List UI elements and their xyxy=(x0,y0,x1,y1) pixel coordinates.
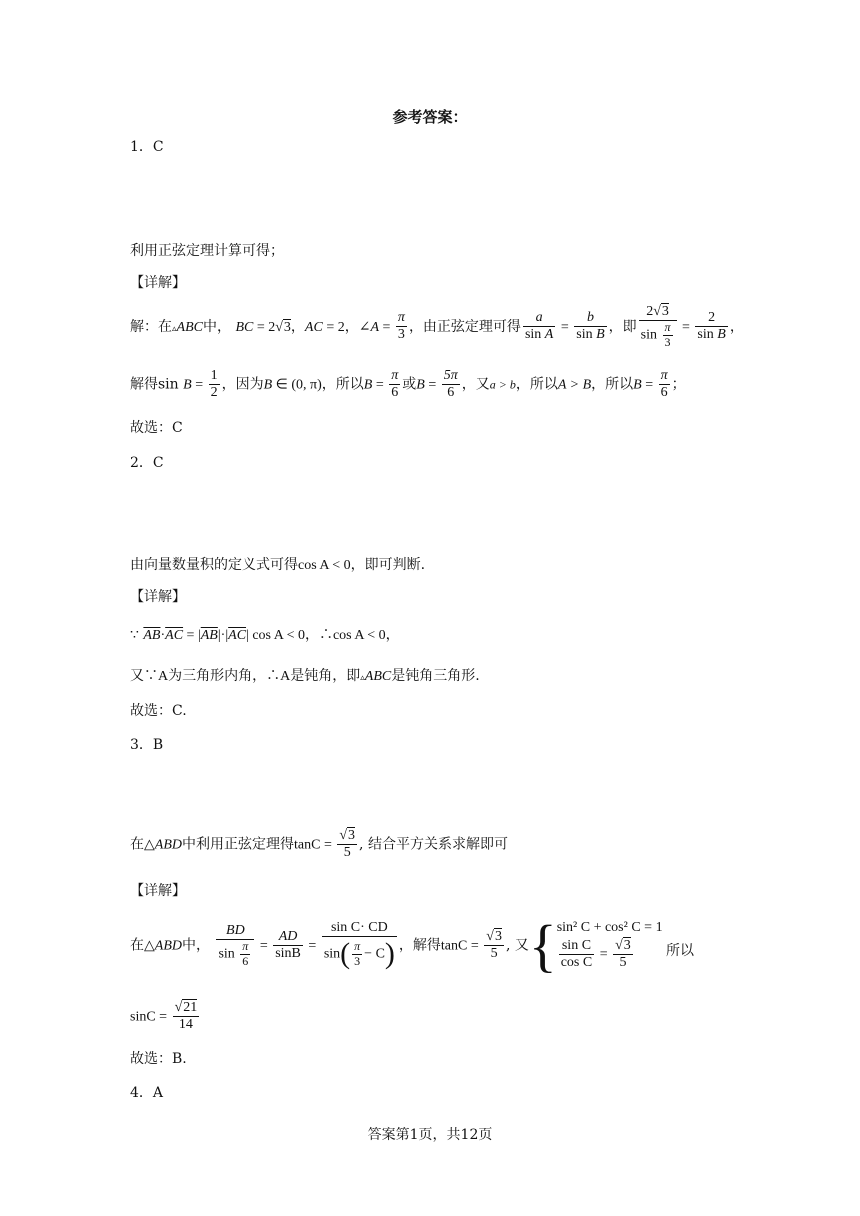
q3-result: sinC = $\frac{√21}{14}$ xyxy=(130,1000,198,1033)
q2-solution-line2: 又∵A为三角形内角，∴A是钝角，即▵ABC是钝角三角形. xyxy=(130,668,480,684)
fraction: $\frac{5\pi}{6}$ xyxy=(443,368,458,401)
q3-choice: 故选：B. xyxy=(130,1051,187,1067)
q3-solution-line1: 在△ABD中， BD sin $\frac{\pi}{6}$ = $\frac{AD}{\sin B}$ = sin C· CD sin( $\frac{\pi}{3}$ − C) ，解得tanC = $\frac{√3}{5}$ , 又{ sin² C + cos² C = 1 $\frac{\text{sin C}}{\text{cos C}}$ = $\frac{√3}{5}$ xyxy=(130,913,663,978)
q2-choice: 故选：C. xyxy=(130,703,187,719)
q1-solution-line1: 解：在▵ABC中， BC = 2√3，AC = 2，∠A = $\frac{\pi}{3}$ ，由正弦定理可得 $\frac{a}{\text{sin A}}$ = $\frac{b}{\text{sin B}}$ ，即 2√3 sin $\frac{\pi}{3}$ = $\frac{2}{\text{sin B}}$ ， xyxy=(130,304,744,349)
q1-hint: 利用正弦定理计算可得； xyxy=(130,243,284,259)
fraction: $\frac{\text{sin C}}{\text{cos C}}$ xyxy=(560,937,593,970)
q2-solution-line1: ∵ $\overline{AB}\cdot\overline{AC} = |\overline{AB}|\cdot|\overline{AC}|$ cos A < 0，∴cos A < 0， xyxy=(130,627,400,643)
fraction: $\frac{2}{\text{sin B}}$ xyxy=(697,310,726,343)
page-title: 参考答案： xyxy=(392,108,468,126)
q3-answer: 3．B xyxy=(130,737,164,753)
page-footer: 答案第1页，共12页 xyxy=(367,1127,493,1143)
fraction: $\frac{AD}{\sin B}$ xyxy=(275,928,301,961)
fraction: $\frac{√3}{5}$ xyxy=(615,937,631,970)
q4-answer: 4．A xyxy=(130,1085,164,1101)
fraction: sin C· CD sin( $\frac{\pi}{3}$ − C) xyxy=(323,919,395,970)
fraction: BD sin $\frac{\pi}{6}$ xyxy=(216,923,254,969)
q1-choice: 故选：C xyxy=(130,420,183,436)
fraction: $\frac{√21}{14}$ xyxy=(174,1000,198,1033)
fraction: $\frac{1}{2}$ xyxy=(210,368,218,401)
q3-hint: 在△ABD中利用正弦定理得tanC = $\frac{√3}{5}$ , 结合平方关系求解即可 xyxy=(130,828,508,861)
q1-detail-label: 【详解】 xyxy=(130,275,186,291)
fraction: $\frac{√3}{5}$ xyxy=(339,828,356,861)
fraction: 2√3 sin $\frac{\pi}{3}$ xyxy=(639,304,677,350)
fraction: $\frac{a}{\text{sin A}}$ xyxy=(524,310,554,343)
q2-answer: 2．C xyxy=(130,455,164,471)
q1-answer: 1．C xyxy=(130,139,164,155)
fraction: $\frac{\pi}{3}$ xyxy=(397,310,405,343)
fraction: $\frac{b}{\text{sin B}}$ xyxy=(576,310,605,343)
q2-detail-label: 【详解】 xyxy=(130,589,186,605)
fraction: $\frac{\pi}{6}$ xyxy=(660,368,668,401)
q3-suoyi: 所以 xyxy=(666,943,694,959)
q1-solution-line2: 解得sin B = $\frac{1}{2}$ ，因为B ∈ (0, π)，所以B = $\frac{\pi}{6}$ 或B = $\frac{5\pi}{6}$ ，又a > b，所以A > B，所以B = $\frac{\pi}{6}$ ； xyxy=(130,368,686,401)
equation-system: sin² C + cos² C = 1 $\frac{\text{sin C}}{\text{cos C}}$ = $\frac{√3}{5}$ xyxy=(556,920,663,970)
q2-hint: 由向量数量积的定义式可得cos A < 0，即可判断. xyxy=(130,557,426,573)
fraction: $\frac{\pi}{6}$ xyxy=(391,368,399,401)
fraction: $\frac{√3}{5}$ xyxy=(486,928,502,961)
q3-detail-label: 【详解】 xyxy=(130,883,186,899)
